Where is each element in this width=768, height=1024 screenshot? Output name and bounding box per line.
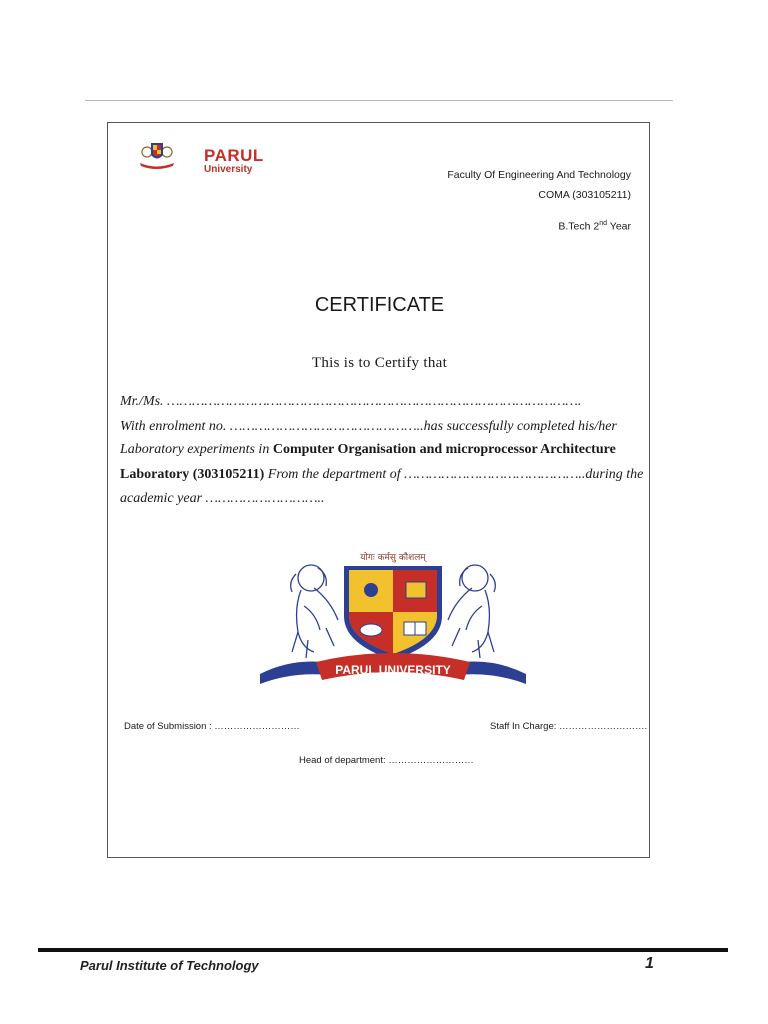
certificate-subtitle: This is to Certify that — [311, 355, 448, 371]
header-rule — [85, 100, 673, 101]
department-line: Laboratory (303105211) From the department of ……………………………………..during the — [120, 467, 644, 482]
footer-institute: Parul Institute of Technology — [80, 958, 259, 973]
faculty-name: Faculty Of Engineering And Technology — [447, 169, 631, 181]
staff-in-charge: Staff In Charge: ………………………. — [490, 721, 648, 732]
emblem-banner-text: PARUL UNIVERSITY — [335, 663, 451, 677]
course-code: COMA (303105211) — [538, 189, 631, 201]
page-number: 1 — [645, 955, 654, 972]
certificate-frame — [107, 122, 650, 858]
emblem-motto: योगः कर्मसु कौशलम् — [360, 553, 426, 563]
subject-line: Laboratory experiments in Computer Organisation and microprocessor Architecture — [120, 442, 616, 457]
name-line: Mr./Ms. ………………………………………………………………………………………. — [120, 394, 582, 409]
logo-word-parul: PARUL — [204, 146, 264, 165]
emblem-illustration — [256, 548, 530, 688]
logo-wordmark — [204, 147, 264, 175]
date-of-submission: Date of Submission : ……………………… — [124, 721, 300, 732]
program-year: B.Tech 2nd Year — [558, 220, 631, 233]
university-logo — [138, 135, 270, 175]
logo-word-university: University — [204, 164, 253, 175]
certificate-title: CERTIFICATE — [314, 294, 445, 316]
footer-rule — [38, 948, 728, 952]
enrolment-line: With enrolment no. ………………………………………..has successfully completed his/her — [120, 419, 617, 434]
university-emblem — [256, 548, 530, 688]
academic-year-line: academic year ……………………….. — [120, 491, 325, 506]
head-of-department: Head of department: ……………………… — [299, 755, 474, 766]
